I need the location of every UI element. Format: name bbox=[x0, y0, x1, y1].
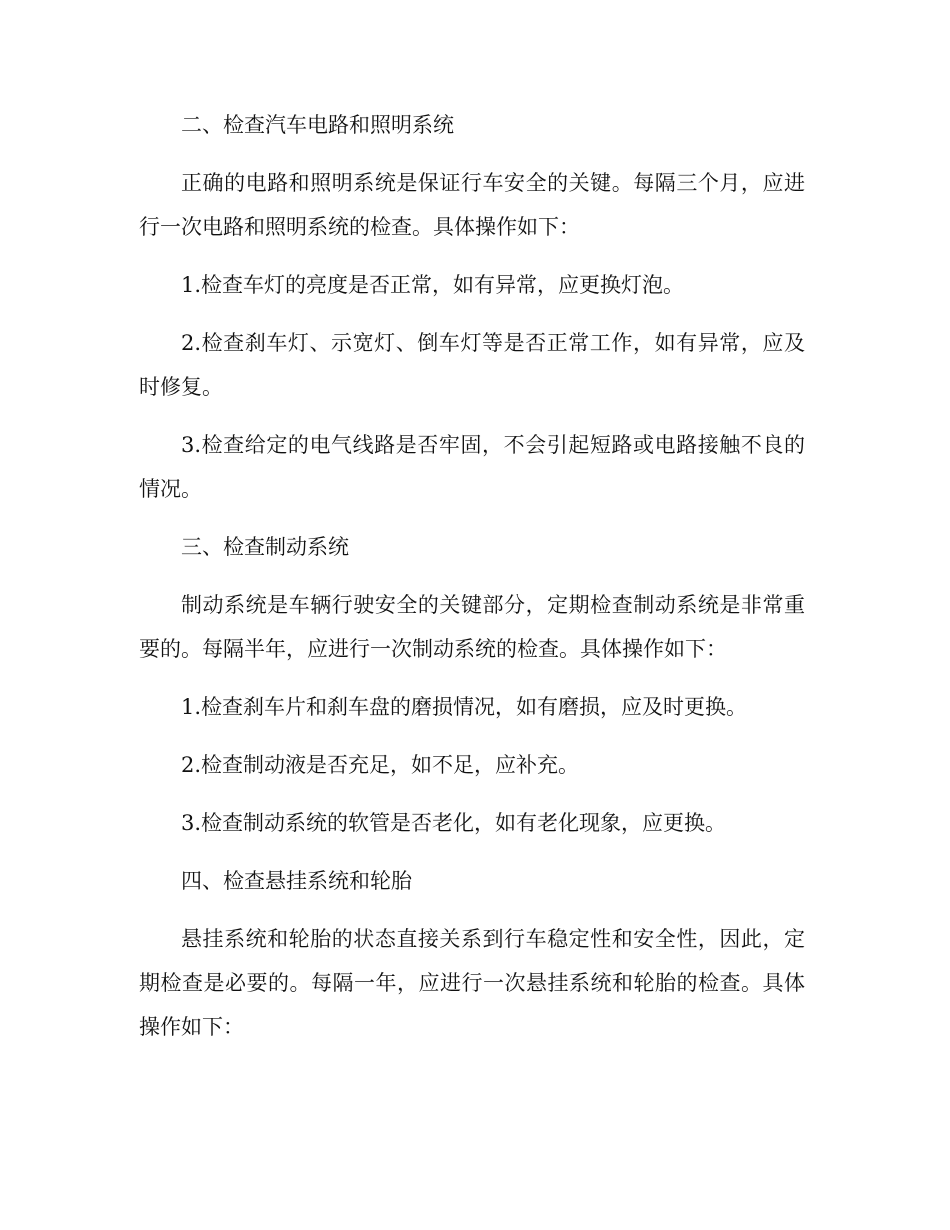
section-heading-circuit-lighting: 二、检查汽车电路和照明系统 bbox=[181, 113, 454, 137]
list-item-brake-1: 1.检查刹车片和刹车盘的磨损情况，如有磨损，应及时更换。 bbox=[181, 695, 748, 719]
list-item-brake-3: 3.检查制动系统的软管是否老化，如有老化现象，应更换。 bbox=[181, 811, 727, 835]
section-heading-suspension-tires: 四、检查悬挂系统和轮胎 bbox=[181, 869, 412, 893]
list-item-brake-2: 2.检查制动液是否充足，如不足，应补充。 bbox=[181, 753, 580, 777]
paragraph-brake-intro: 制动系统是车辆行驶安全的关键部分，定期检查制动系统是非常重要的。每隔半年，应进行一次制动系统的检查。具体操作如下： bbox=[139, 593, 805, 661]
list-item-circuit-2: 2.检查刹车灯、示宽灯、倒车灯等是否正常工作，如有异常，应及时修复。 bbox=[139, 331, 805, 399]
paragraph-circuit-intro: 正确的电路和照明系统是保证行车安全的关键。每隔三个月，应进行一次电路和照明系统的检查。具体操作如下： bbox=[139, 171, 805, 239]
section-heading-brake: 三、检查制动系统 bbox=[181, 535, 349, 559]
list-item-circuit-1: 1.检查车灯的亮度是否正常，如有异常，应更换灯泡。 bbox=[181, 273, 685, 297]
paragraph-suspension-intro: 悬挂系统和轮胎的状态直接关系到行车稳定性和安全性，因此，定期检查是必要的。每隔一年，应进行一次悬挂系统和轮胎的检查。具体操作如下： bbox=[139, 927, 805, 1039]
list-item-circuit-3: 3.检查给定的电气线路是否牢固，不会引起短路或电路接触不良的情况。 bbox=[139, 433, 805, 501]
document-body bbox=[139, 103, 805, 1063]
